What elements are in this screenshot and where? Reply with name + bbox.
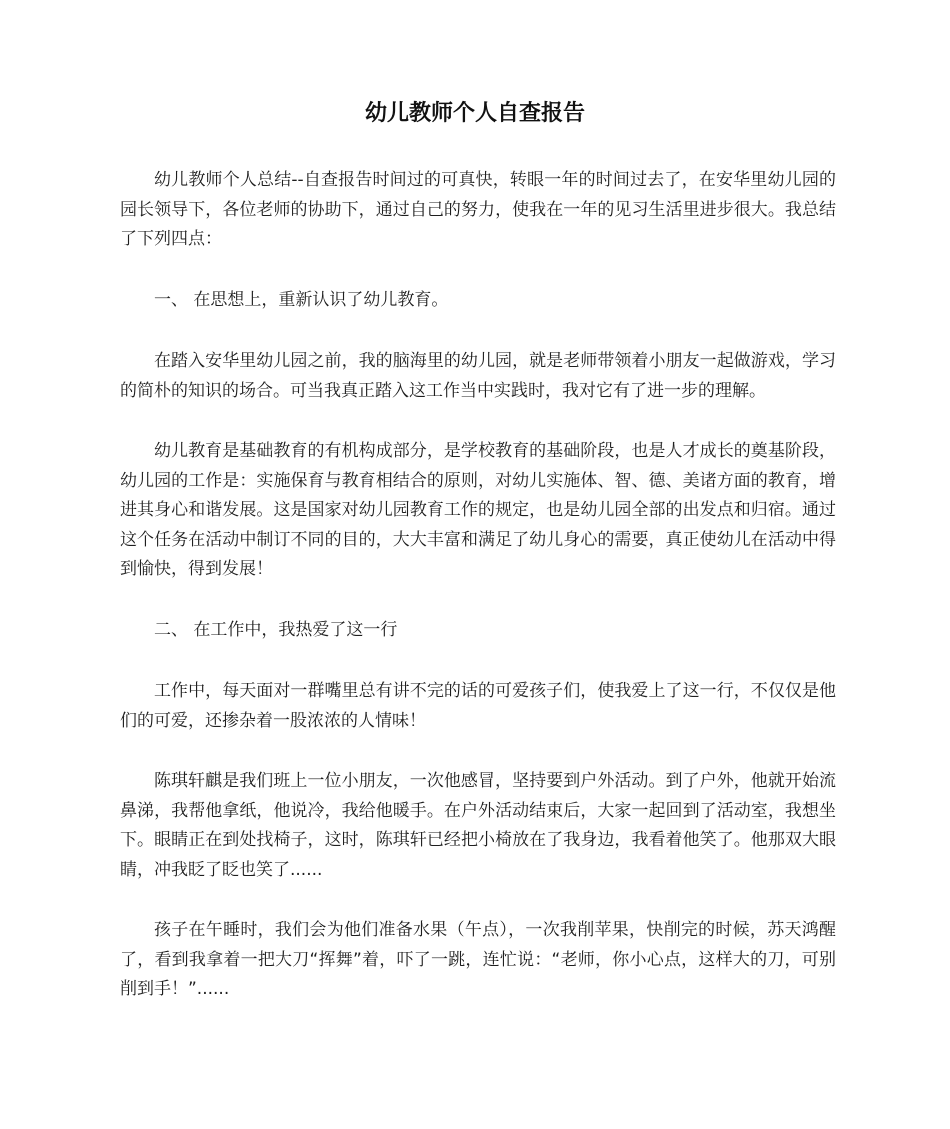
paragraph-4: 陈琪轩麒是我们班上一位小朋友，一次他感冒，坚持要到户外活动。到了户外，他就开始流鼻涕，我帮他拿纸，他说冷，我给他暖手。在户外活动结束后，大家一起回到了活动室，我想坐下。眼睛正在到处找椅子，这时，陈琪轩已经把小椅放在了我身边，我看着他笑了。他那双大眼睛，冲我眨了眨也笑了......: [120, 771, 836, 880]
paragraph-3: 工作中，每天面对一群嘴里总有讲不完的话的可爱孩子们，使我爱上了这一行，不仅仅是他们的可爱，还掺杂着一股浓浓的人情味！: [120, 681, 836, 731]
document-body: [120, 166, 836, 1036]
document-title: 幼儿教师个人自查报告: [364, 101, 585, 126]
paragraph-1: 在踏入安华里幼儿园之前，我的脑海里的幼儿园，就是老师带领着小朋友一起做游戏，学习的简朴的知识的场合。可当我真正踏入这工作当中实践时，我对它有了进一步的理解。: [120, 351, 836, 401]
paragraph-2: 幼儿教育是基础教育的有机构成部分，是学校教育的基础阶段，也是人才成长的奠基阶段，幼儿园的工作是：实施保育与教育相结合的原则，对幼儿实施体、智、德、美诸方面的教育，增进其身心和谐发展。这是国家对幼儿园教育工作的规定，也是幼儿园全部的出发点和归宿。通过这个任务在活动中制订不同的目的，大大丰富和满足了幼儿身心的需要，真正使幼儿在活动中得到愉快，得到发展！: [120, 441, 836, 579]
paragraph-5: 孩子在午睡时，我们会为他们准备水果（午点），一次我削苹果，快削完的时候，苏天鸿醒了，看到我拿着一把大刀“挥舞”着，吓了一跳，连忙说：“老师，你小心点，这样大的刀，可别削到手！”......: [120, 920, 836, 999]
intro-paragraph: 幼儿教师个人总结--自查报告时间过的可真快，转眼一年的时间过去了，在安华里幼儿园的园长领导下，各位老师的协助下，通过自己的努力，使我在一年的见习生活里进步很大。我总结了下列四点：: [120, 170, 836, 249]
section-heading-2: 二、 在工作中，我热爱了这一行: [154, 619, 398, 640]
section-heading-1: 一、 在思想上，重新认识了幼儿教育。: [154, 289, 449, 310]
